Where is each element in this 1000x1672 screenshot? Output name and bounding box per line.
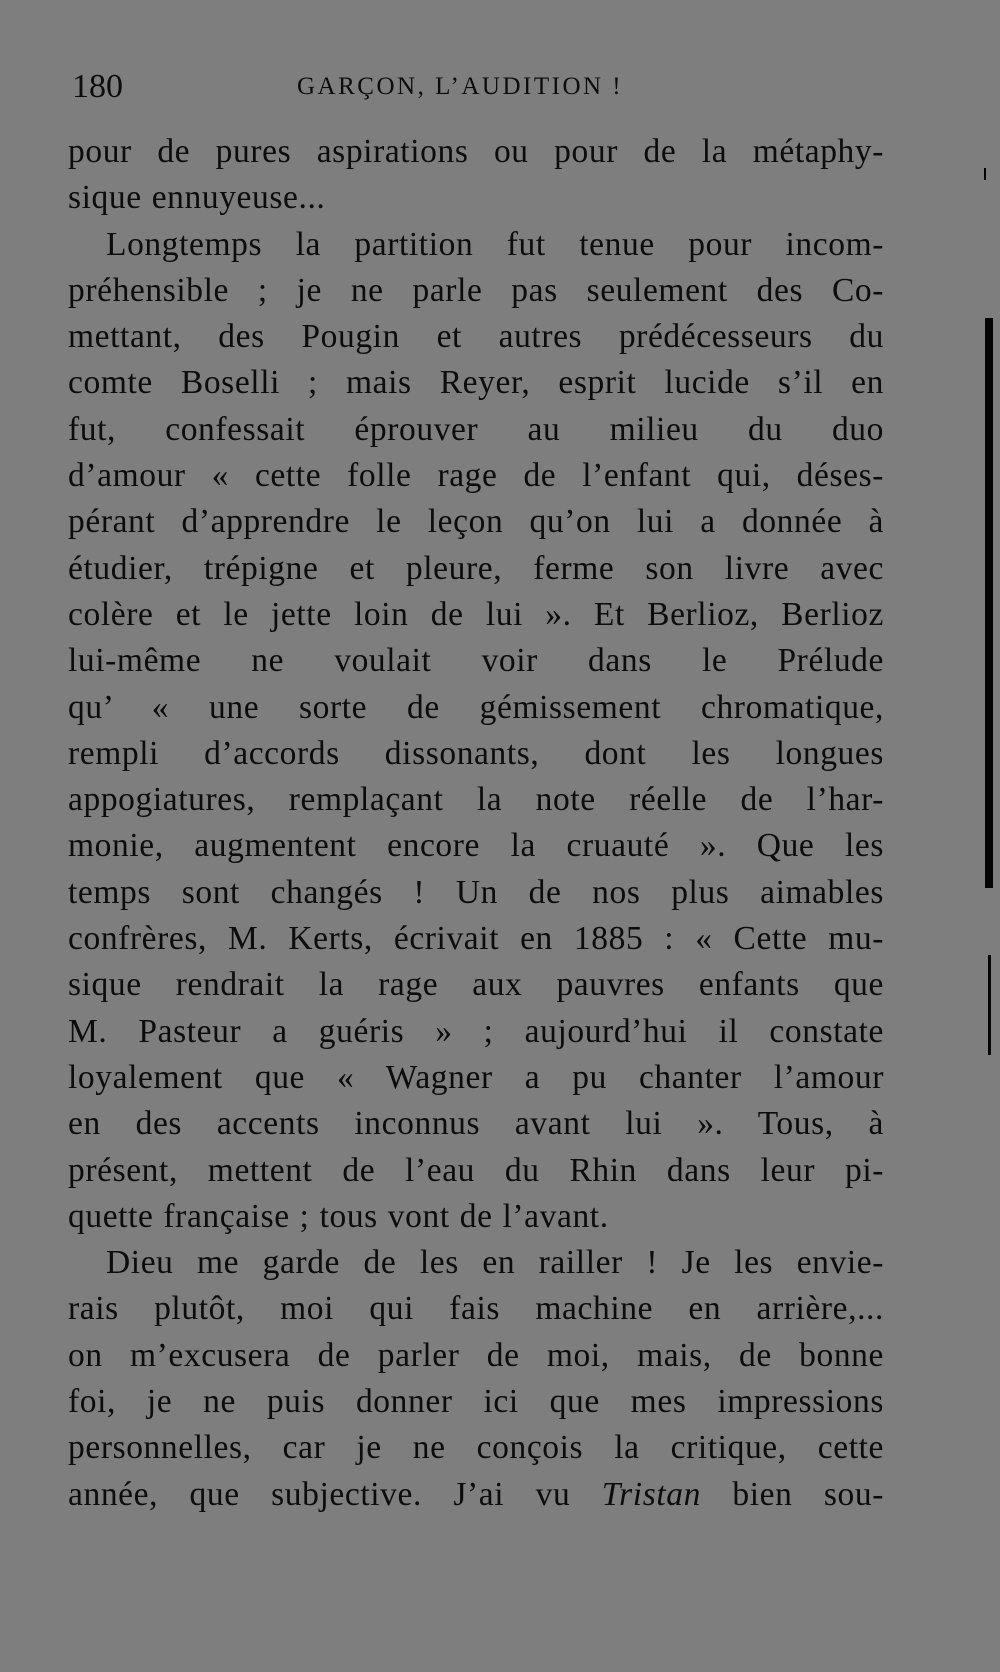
text-line bbox=[68, 1101, 884, 1147]
text-line-content: pour de pures aspirations ou pour de la métaphy- bbox=[68, 133, 884, 170]
text-line bbox=[68, 823, 884, 869]
text-line-content: sique rendrait la rage aux pauvres enfants que bbox=[68, 966, 884, 1004]
text-line bbox=[68, 129, 884, 175]
text-line bbox=[68, 1194, 884, 1240]
text-line-content: personnelles, car je ne conçois la critique, cette bbox=[68, 1429, 884, 1467]
page-number: 180 bbox=[72, 68, 123, 105]
text-line bbox=[68, 870, 884, 916]
text-line-content: présent, mettent de l’eau du Rhin dans leur pi- bbox=[68, 1151, 884, 1189]
text-line bbox=[68, 592, 884, 638]
text-line-content: pérant d’apprendre le leçon qu’on lui a donnée à bbox=[68, 503, 884, 541]
text-line-content: préhensible ; je ne parle pas seulement des Co- bbox=[68, 271, 884, 309]
text-line bbox=[68, 1240, 884, 1286]
scan-margin-mark bbox=[984, 168, 986, 180]
text-line bbox=[68, 777, 884, 823]
text-line bbox=[68, 1425, 884, 1471]
text-line bbox=[68, 360, 884, 406]
text-line-content: M. Pasteur a guéris » ; aujourd’hui il constate bbox=[68, 1012, 884, 1050]
text-line-content: rempli d’accords dissonants, dont les longues bbox=[68, 734, 884, 772]
text-line bbox=[68, 1055, 884, 1101]
text-line-content: année, que subjective. J’ai vu bbox=[68, 1475, 602, 1513]
scan-margin-bar bbox=[988, 955, 991, 1055]
text-line bbox=[68, 1472, 884, 1518]
text-line-content: appogiatures, remplaçant la note réelle de l’har- bbox=[68, 781, 884, 819]
text-line bbox=[68, 731, 884, 777]
body-text bbox=[68, 129, 884, 1518]
text-line-content: rais plutôt, moi qui fais machine en arrière,... bbox=[68, 1290, 884, 1328]
text-line-content: lui-même ne voulait voir dans le Prélude bbox=[68, 642, 884, 680]
text-line bbox=[68, 1333, 884, 1379]
text-line-content: temps sont changés ! Un de nos plus aimables bbox=[68, 873, 884, 911]
text-line-content: qu’ « une sorte de gémissement chromatique, bbox=[68, 688, 884, 726]
text-line bbox=[68, 268, 884, 314]
text-line-content: comte Boselli ; mais Reyer, esprit lucide s’il en bbox=[68, 364, 884, 402]
text-line-content: d’amour « cette folle rage de l’enfant qui, déses- bbox=[68, 457, 884, 495]
text-line-content: Longtemps la partition fut tenue pour incom- bbox=[106, 225, 884, 263]
text-line-content: bien sou- bbox=[700, 1475, 885, 1513]
text-line bbox=[68, 314, 884, 360]
text-line bbox=[68, 499, 884, 545]
text-line bbox=[68, 407, 884, 453]
text-line-content: colère et le jette loin de lui ». Et Berlioz, Berlioz bbox=[68, 595, 884, 633]
text-line-content: on m’excusera de parler de moi, mais, de bonne bbox=[68, 1336, 884, 1374]
text-line-content: loyalement que « Wagner a pu chanter l’amour bbox=[68, 1058, 884, 1096]
text-line bbox=[68, 685, 884, 731]
text-line-content: Dieu me garde de les en railler ! Je les envie- bbox=[106, 1244, 884, 1282]
text-line bbox=[68, 962, 884, 1008]
text-line-content: sique ennuyeuse... bbox=[68, 179, 326, 217]
italic-title: Tristan bbox=[601, 1475, 701, 1513]
text-line bbox=[68, 175, 884, 221]
running-title: GARÇON, L’AUDITION ! bbox=[297, 73, 624, 100]
text-line bbox=[68, 546, 884, 592]
text-line-content: foi, je ne puis donner ici que mes impressions bbox=[68, 1383, 884, 1421]
text-line bbox=[68, 453, 884, 499]
text-line-content: quette française ; tous vont de l’avant. bbox=[68, 1197, 609, 1235]
page-header bbox=[72, 62, 882, 112]
text-line-content: mettant, des Pougin et autres prédécesseurs du bbox=[68, 318, 884, 356]
text-line bbox=[68, 222, 884, 268]
text-line bbox=[68, 916, 884, 962]
text-line bbox=[68, 638, 884, 684]
text-line-content: confrères, M. Kerts, écrivait en 1885 : « Cette mu- bbox=[68, 920, 884, 958]
text-line-content: monie, augmentent encore la cruauté ». Que les bbox=[68, 827, 884, 865]
text-line-content: fut, confessait éprouver au milieu du duo bbox=[68, 410, 884, 448]
text-line bbox=[68, 1379, 884, 1425]
scan-margin-bar bbox=[985, 318, 993, 888]
text-line-content: en des accents inconnus avant lui ». Tous, à bbox=[68, 1105, 884, 1143]
text-line-content: étudier, trépigne et pleure, ferme son livre avec bbox=[68, 549, 884, 587]
text-line bbox=[68, 1148, 884, 1194]
text-line bbox=[68, 1286, 884, 1332]
text-line bbox=[68, 1009, 884, 1055]
